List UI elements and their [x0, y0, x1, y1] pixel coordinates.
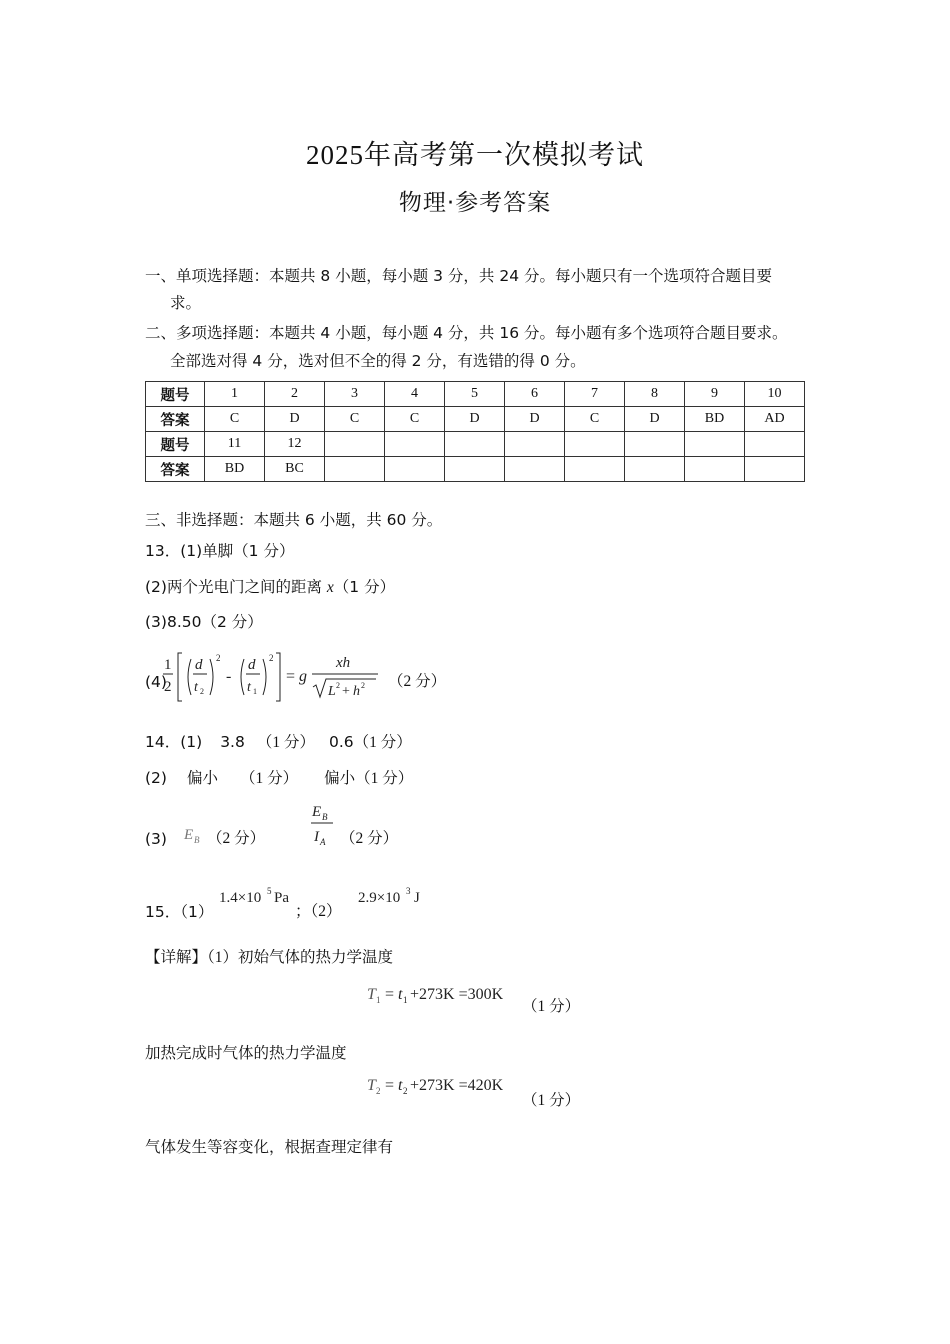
section2-line1: 二、多项选择题：本题共 4 小题，每小题 4 分，共 16 分。每小题有多个选项符合题目要求。 [145, 324, 788, 342]
svg-text:=: = [286, 668, 296, 685]
svg-text:2: 2 [403, 1086, 408, 1096]
q14-part1-score2: （1 分） [353, 734, 412, 751]
table-cell: 3 [325, 382, 385, 407]
q14-part1-value2: 0.6 [328, 733, 354, 751]
svg-text:I: I [314, 829, 319, 845]
table-cell [685, 432, 745, 457]
q14-eb-ia-fraction [309, 799, 341, 849]
table-cell [325, 457, 385, 482]
table-cell: 7 [565, 382, 625, 407]
table-cell [745, 457, 805, 482]
table-cell: D [625, 407, 685, 432]
q13-part3: (3)8.50（2 分） [145, 613, 263, 631]
q14-part1-value1: 3.8 [220, 733, 245, 751]
q15-text3: 气体发生等容变化，根据查理定律有 [145, 1139, 394, 1156]
q14-part3-score2: （2 分） [340, 830, 399, 847]
q14-part3-score1: （2 分） [207, 830, 266, 847]
header-label: 题号 [146, 382, 205, 407]
table-cell [445, 432, 505, 457]
answer-table [145, 381, 805, 482]
q14-part2-score2: （1 分） [355, 770, 414, 787]
svg-text:-: - [226, 668, 232, 685]
table-cell: BD [205, 457, 265, 482]
svg-text:t: t [194, 680, 198, 695]
table-cell: D [265, 407, 325, 432]
svg-text:+273K =300K: +273K =300K [410, 986, 504, 1003]
q14-part1 [145, 731, 412, 754]
table-cell: 6 [505, 382, 565, 407]
q15-label: 15．（1） [145, 903, 214, 921]
table-cell: 8 [625, 382, 685, 407]
svg-text:t: t [398, 1077, 403, 1094]
table-cell [625, 457, 685, 482]
answer-label: 答案 [146, 407, 205, 432]
q13-part2 [145, 576, 395, 599]
table-row [146, 407, 805, 432]
svg-text:2: 2 [216, 653, 221, 663]
table-cell: BC [265, 457, 325, 482]
svg-text:g: g [299, 668, 307, 685]
q14-part1-score1: （1 分） [256, 734, 315, 751]
table-cell [505, 457, 565, 482]
answer-label: 答案 [146, 457, 205, 482]
q15-equation-1 [365, 982, 525, 1008]
svg-text:T: T [367, 986, 376, 1003]
table-cell [385, 432, 445, 457]
table-row [146, 457, 805, 482]
q14-part2 [145, 767, 413, 790]
svg-text:1: 1 [376, 995, 381, 1005]
header-label: 题号 [146, 432, 205, 457]
q15-detail-title: 【详解】（1）初始气体的热力学温度 [145, 949, 394, 966]
table-cell: AD [745, 407, 805, 432]
svg-text:xh: xh [336, 655, 351, 671]
q14-part1-label: 14．(1) [145, 733, 203, 751]
svg-text:1.4×10: 1.4×10 [219, 890, 262, 906]
table-cell [745, 432, 805, 457]
table-cell: 4 [385, 382, 445, 407]
q15-answer2 [356, 884, 436, 908]
svg-text:+: + [342, 684, 350, 699]
svg-text:t: t [398, 986, 403, 1003]
svg-text:5: 5 [267, 886, 272, 896]
table-cell [505, 432, 565, 457]
q15-equation-2-score: （1 分） [522, 1092, 581, 1109]
q15-equation-2 [365, 1073, 525, 1099]
table-cell [445, 457, 505, 482]
table-row [146, 432, 805, 457]
svg-text:2: 2 [376, 1086, 381, 1096]
q15-answer1 [217, 884, 307, 908]
svg-text:T: T [367, 1077, 376, 1094]
page-subtitle: 物理·参考答案 [398, 190, 552, 216]
section1-line2: 求。 [170, 294, 202, 312]
table-cell [565, 457, 625, 482]
svg-text:2: 2 [164, 679, 172, 695]
svg-text:B: B [322, 812, 328, 822]
q14-part2-label: (2) [145, 769, 167, 787]
q15-equation-1-score: （1 分） [522, 998, 581, 1015]
table-cell: C [385, 407, 445, 432]
svg-text:Pa: Pa [274, 890, 289, 906]
table-cell [565, 432, 625, 457]
table-cell [325, 432, 385, 457]
svg-text:=: = [385, 986, 395, 1003]
q13-formula [160, 647, 390, 707]
section2-line2: 全部选对得 4 分，选对但不全的得 2 分，有选错的得 0 分。 [170, 352, 586, 370]
q14-part2-value2: 偏小 [324, 770, 356, 787]
svg-text:2: 2 [361, 681, 365, 690]
table-cell: 12 [265, 432, 325, 457]
table-cell [385, 457, 445, 482]
svg-text:J: J [414, 890, 420, 906]
svg-text:2: 2 [336, 681, 340, 690]
svg-text:B: B [194, 835, 200, 845]
svg-text:d: d [248, 657, 256, 673]
svg-text:h: h [353, 684, 360, 699]
q14-part2-score1: （1 分） [239, 770, 299, 787]
svg-text:A: A [320, 837, 326, 847]
svg-text:+273K =420K: +273K =420K [410, 1077, 504, 1094]
q15-text2: 加热完成时气体的热力学温度 [145, 1045, 347, 1062]
section1-line1: 一、单项选择题：本题共 8 小题，每小题 3 分，共 24 分。每小题只有一个选项符合题目要 [145, 267, 773, 285]
svg-text:2.9×10: 2.9×10 [358, 890, 401, 906]
svg-text:L: L [328, 684, 336, 699]
table-cell: C [565, 407, 625, 432]
q15-separator: ；（2） [295, 903, 342, 920]
table-cell: 5 [445, 382, 505, 407]
table-cell [685, 457, 745, 482]
section3-heading: 三、非选择题：本题共 6 小题，共 60 分。 [145, 511, 443, 529]
svg-text:2: 2 [200, 687, 204, 696]
table-cell [625, 432, 685, 457]
table-cell: 9 [685, 382, 745, 407]
q13-part4-score: （2 分） [388, 673, 447, 690]
q14-part2-value1: 偏小 [186, 770, 218, 787]
table-cell: D [505, 407, 565, 432]
table-cell: BD [685, 407, 745, 432]
table-cell: 10 [745, 382, 805, 407]
q14-part3-label: (3) [145, 830, 167, 848]
table-cell: 11 [205, 432, 265, 457]
svg-text:d: d [195, 657, 203, 673]
table-cell: 2 [265, 382, 325, 407]
page-title: 2025年高考第一次模拟考试 [306, 140, 644, 170]
q13-part1: 13．(1)单脚（1 分） [145, 542, 295, 560]
svg-text:E: E [312, 804, 322, 820]
svg-text:3: 3 [406, 886, 411, 896]
svg-text:1: 1 [403, 995, 408, 1005]
svg-text:1: 1 [164, 657, 172, 673]
table-cell: D [445, 407, 505, 432]
svg-text:=: = [385, 1077, 395, 1094]
svg-text:t: t [247, 680, 251, 695]
q13-part2-text: (2)两个光电门之间的距离 [145, 578, 327, 596]
table-row [146, 382, 805, 407]
svg-text:1: 1 [253, 687, 257, 696]
q13-part4-label: (4) [145, 673, 167, 691]
q13-part2-score: （1 分） [333, 578, 396, 596]
table-cell: 1 [205, 382, 265, 407]
table-cell: C [325, 407, 385, 432]
svg-text:2: 2 [269, 653, 274, 663]
table-cell: C [205, 407, 265, 432]
q13-part2-var: x [326, 579, 334, 596]
svg-text:E: E [184, 827, 194, 843]
